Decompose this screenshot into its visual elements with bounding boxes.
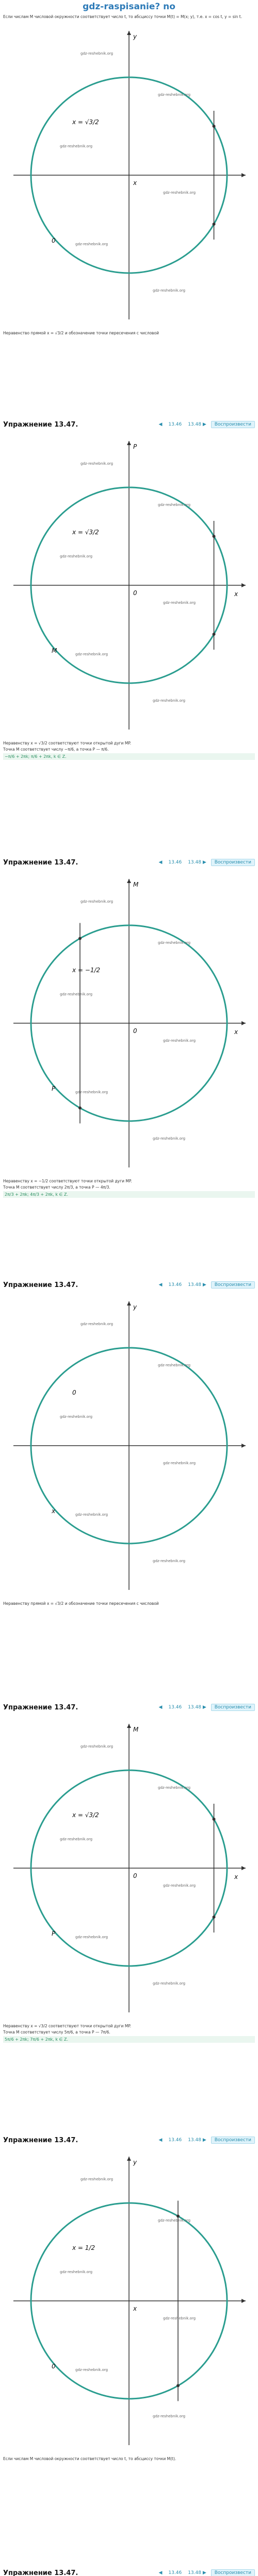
point-label: x [234,1873,238,1880]
play-button[interactable]: Воспроизвести [211,2569,255,2576]
point-label: y [133,2159,137,2166]
watermark: gdz-reshebnik.org [153,1559,186,1563]
next-button[interactable]: 13.48 ▶ [188,1705,206,1710]
unit-circle-figure [3,21,255,330]
prev-button[interactable]: ◀ [158,2570,163,2575]
play-button[interactable]: Воспроизвести [211,2137,255,2144]
note-text: Неравенству x = −1/2 соответствуют точки открытой дуги MP. [3,1179,132,1183]
point-label: 0 [133,1027,137,1035]
exercise-title: Упражнение 13.47. [3,420,78,429]
point-label: x [52,1507,56,1515]
point-label: x [234,1028,238,1036]
lower-point [176,2384,180,2387]
point-label: x = 1/2 [72,2244,95,2251]
exercise-section [0,855,258,1273]
upper-point [213,1818,216,1821]
watermark: gdz-reshebnik.org [153,289,186,293]
play-button[interactable]: Воспроизвести [211,859,255,866]
watermark: gdz-reshebnik.org [75,2368,108,2372]
exercise-section [0,1700,258,2128]
next-button[interactable]: 13.48 ▶ [188,2570,206,2575]
point-label: M [133,1726,139,1733]
exercise-bar [3,2568,255,2576]
navigation-controls [157,1281,255,1289]
navigation-controls [157,859,255,866]
watermark: gdz-reshebnik.org [153,1981,186,1986]
prev-button[interactable]: ◀ [158,860,163,865]
unit-circle-svg [3,869,255,1178]
point-label: P [133,443,137,450]
next-button[interactable]: 13.48 ▶ [188,422,206,427]
watermark: gdz-reshebnik.org [60,1837,93,1841]
point-label: 0 [72,1389,76,1396]
current-exercise[interactable]: 13.46 [168,1282,182,1287]
note-text: Неравенству x = √3/2 соответствуют точки открытой дуги MP. [3,2024,132,2028]
watermark: gdz-reshebnik.org [60,992,93,996]
watermark: gdz-reshebnik.org [153,2414,186,2418]
prev-button[interactable]: ◀ [158,1282,163,1287]
current-exercise[interactable]: 13.46 [168,860,182,865]
watermark: gdz-reshebnik.org [158,93,191,97]
watermark: gdz-reshebnik.org [75,242,108,246]
navigation-controls [157,1704,255,1711]
next-button[interactable]: 13.48 ▶ [188,1282,206,1287]
next-button[interactable]: 13.48 ▶ [188,2138,206,2143]
x-axis-arrow [241,583,246,587]
exercise-title: Упражнение 13.47. [3,858,78,867]
watermark: gdz-reshebnik.org [75,1513,108,1517]
x-axis-arrow [241,1444,246,1448]
note-text: Точка M соответствует числу 2π/3, а точка P — 4π/3. [3,1185,110,1190]
point-label: M [52,647,57,654]
answer-formula: −π/6 + 2πk; π/6 + 2πk, k ∈ Z. [3,753,255,760]
exercise-bar [3,2135,255,2145]
exercise-section [0,417,258,850]
x-axis-arrow [241,1866,246,1870]
x-axis-arrow [241,1021,246,1025]
exercise-title: Упражнение 13.47. [3,1281,78,1289]
watermark: gdz-reshebnik.org [75,652,108,656]
unit-circle-svg [3,1291,255,1600]
watermark: gdz-reshebnik.org [80,1744,114,1749]
current-exercise[interactable]: 13.46 [168,422,182,427]
exercise-section [0,2133,258,2561]
point-label: x [133,179,137,187]
navigation-controls [157,2569,255,2576]
next-button[interactable]: 13.48 ▶ [188,860,206,865]
answer-formula: 2π/3 + 2πk; 4π/3 + 2πk, k ∈ Z. [3,1191,255,1198]
exercise-section [0,2566,258,2576]
unit-circle-figure [3,1291,255,1600]
point-label: M [133,881,139,888]
watermark: gdz-reshebnik.org [80,1322,114,1326]
navigation-controls [157,421,255,428]
exercise-title: Упражнение 13.47. [3,2136,78,2144]
unit-circle-svg [3,1714,255,2023]
prev-button[interactable]: ◀ [158,422,163,427]
exercise-bar [3,1280,255,1290]
note-text: Если числам M числовой окружности соответствует число t, то абсциссу точки M(t). [3,2456,176,2461]
watermark: gdz-reshebnik.org [163,1039,196,1043]
exercise-bar [3,419,255,430]
watermark: gdz-reshebnik.org [153,1137,186,1141]
unit-circle-figure [3,869,255,1178]
watermark: gdz-reshebnik.org [163,1884,196,1888]
upper-point [78,937,82,940]
exercise-section [0,13,258,415]
watermark: gdz-reshebnik.org [60,2270,93,2274]
intro-text: Если числам M числовой окружности соответствует число t, то абсциссу точки M(t) = M(x; y), т.е. x = cos t, y = sin t. [3,14,243,19]
exercise-bar [3,1702,255,1713]
note-text: Неравенству x = √3/2 соответствуют точки открытой дуги MP. [3,741,132,745]
watermark: gdz-reshebnik.org [75,1090,108,1094]
lower-point [213,223,216,226]
prev-button[interactable]: ◀ [158,2138,163,2143]
play-button[interactable]: Воспроизвести [211,421,255,428]
point-label: P [52,1930,56,1937]
lower-point [213,633,216,636]
watermark: gdz-reshebnik.org [60,144,93,148]
watermark: gdz-reshebnik.org [153,699,186,703]
current-exercise[interactable]: 13.46 [168,2570,182,2575]
site-title[interactable] [0,0,258,13]
watermark: gdz-reshebnik.org [80,52,114,56]
upper-point [213,125,216,128]
upper-point [213,535,216,538]
watermark: gdz-reshebnik.org [80,900,114,904]
watermark: gdz-reshebnik.org [158,2218,191,2223]
y-axis-arrow [127,1301,131,1306]
unit-circle-figure [3,431,255,740]
prev-button[interactable]: ◀ [158,1705,163,1710]
watermark: gdz-reshebnik.org [75,1935,108,1939]
x-axis-arrow [241,173,246,177]
point-label: y [133,33,137,40]
watermark: gdz-reshebnik.org [163,1461,196,1465]
unit-circle-figure [3,1714,255,2023]
point-label: 0 [133,1872,137,1879]
answer-formula: 5π/6 + 2πk; 7π/6 + 2πk, k ∈ Z. [3,2036,255,2043]
y-axis-arrow [127,879,131,883]
watermark: gdz-reshebnik.org [158,1786,191,1790]
y-axis-arrow [127,31,131,35]
point-label: P [52,1085,56,1092]
exercise-title: Упражнение 13.47. [3,2569,78,2576]
point-label: x = √3/2 [72,529,99,536]
watermark: gdz-reshebnik.org [158,503,191,507]
unit-circle-svg [3,21,255,330]
point-label: y [133,1303,137,1311]
current-exercise[interactable]: 13.46 [168,1705,182,1710]
y-axis-arrow [127,2157,131,2161]
watermark: gdz-reshebnik.org [158,941,191,945]
point-label: 0 [133,589,137,597]
lower-point [78,1107,82,1110]
note-text: Неравенству прямой x = √3/2 и обозначение точки пересечения с числовой [3,1601,159,1606]
site-title-text: gdz-raspisanie? no [83,2,175,12]
point-label: x [234,590,238,598]
watermark: gdz-reshebnik.org [60,1415,93,1419]
watermark: gdz-reshebnik.org [163,2316,196,2320]
note-text: Точка M соответствует числу 5π/6, а точка P — 7π/6. [3,2030,110,2035]
watermark: gdz-reshebnik.org [60,554,93,558]
note-text: Неравенство прямой x = √3/2 и обозначение точки пересечения с числовой [3,331,159,335]
point-label: x = √3/2 [72,1811,99,1819]
point-label: x = √3/2 [72,118,99,126]
note-text: Точка M соответствует числу −π/6, а точка P — π/6. [3,747,109,752]
lower-point [213,1916,216,1919]
y-axis-arrow [127,441,131,445]
exercise-bar [3,857,255,868]
upper-point [176,2214,180,2217]
watermark: gdz-reshebnik.org [80,2177,114,2181]
current-exercise[interactable]: 13.46 [168,2138,182,2143]
exercise-section [0,1278,258,1695]
unit-circle-svg [3,431,255,740]
exercise-title: Упражнение 13.47. [3,1703,78,1711]
point-label: x [133,2305,137,2312]
watermark: gdz-reshebnik.org [163,601,196,605]
play-button[interactable]: Воспроизвести [211,1704,255,1711]
play-button[interactable]: Воспроизвести [211,1281,255,1289]
point-label: x = −1/2 [72,967,101,974]
point-label: 0 [52,237,56,244]
y-axis-arrow [127,1724,131,1728]
watermark: gdz-reshebnik.org [158,1363,191,1367]
unit-circle-svg [3,2146,255,2455]
navigation-controls [157,2137,255,2144]
x-axis-arrow [241,2299,246,2303]
unit-circle-figure [3,2146,255,2455]
watermark: gdz-reshebnik.org [163,191,196,195]
point-label: 0 [52,2363,56,2370]
watermark: gdz-reshebnik.org [80,462,114,466]
